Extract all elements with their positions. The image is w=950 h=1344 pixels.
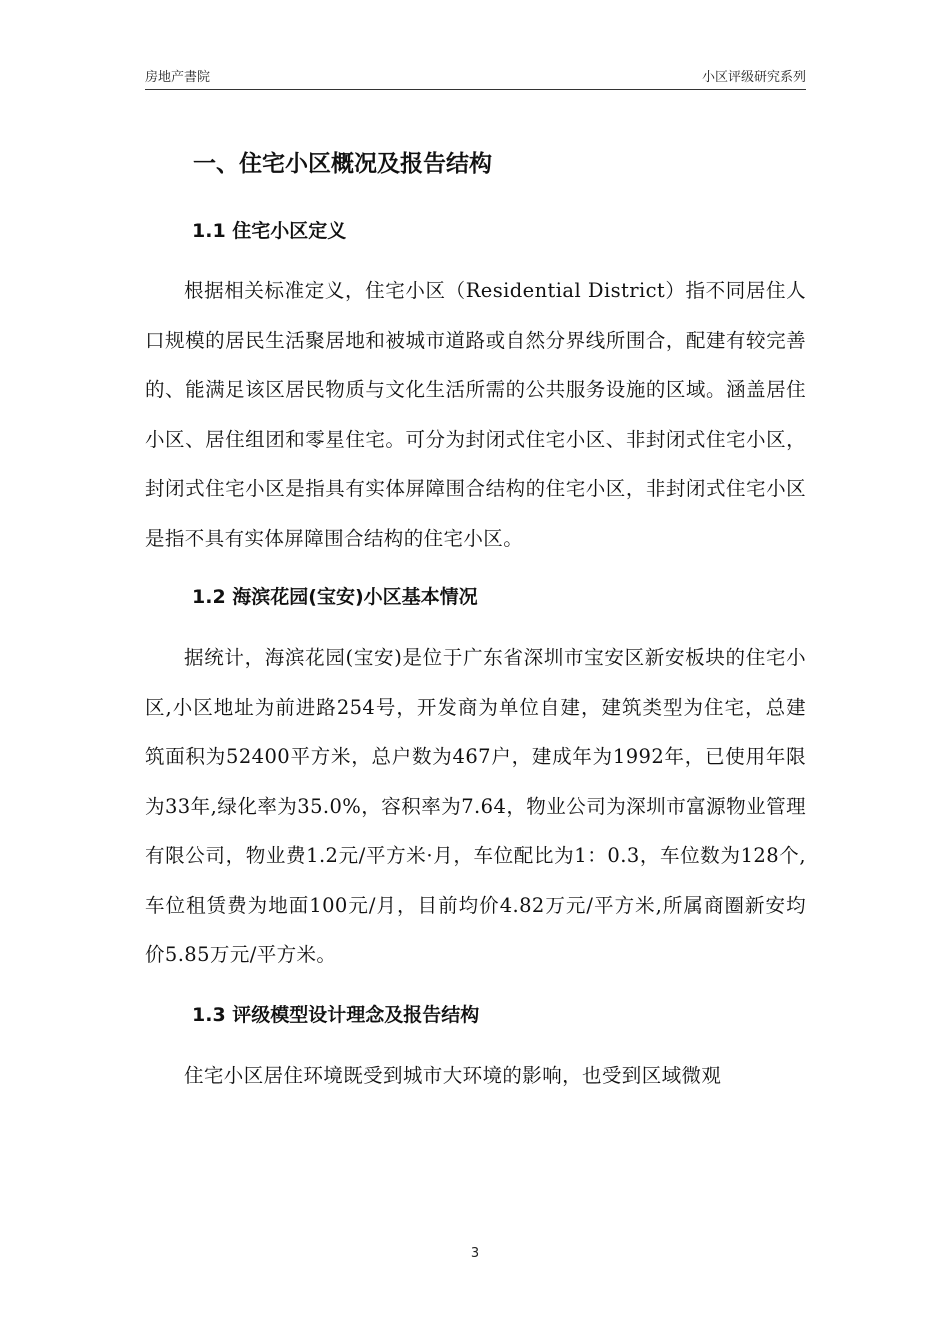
- header-publisher: 房地产書院: [145, 70, 211, 85]
- page-number: 3: [470, 1246, 480, 1261]
- document-body: [145, 140, 806, 1100]
- paragraph-1-1: 根据相关标准定义，住宅小区（Residential District）指不同居住人口规模的居民生活聚居地和被城市道路或自然分界线所围合，配建有较完善的、能满足该区居民物质与文化生活所需的公共服务设施的区域。涵盖居住小区、居住组团和零星住宅。可分为封闭式住宅小区、非封闭式住宅小区，封闭式住宅小区是指具有实体屏障围合结构的住宅小区，非封闭式住宅小区是指不具有实体屏障围合结构的住宅小区。: [145, 279, 806, 550]
- heading-1-2: 1.2 海滨花园(宝安)小区基本情况: [192, 586, 478, 608]
- header-series-title: 小区评级研究系列: [701, 70, 806, 85]
- heading-1-1: 1.1 住宅小区定义: [192, 220, 347, 242]
- page-header: [145, 66, 806, 90]
- header-divider: [145, 89, 806, 90]
- section-title: 一、住宅小区概况及报告结构: [193, 151, 492, 177]
- heading-1-3: 1.3 评级模型设计理念及报告结构: [192, 1003, 480, 1026]
- paragraph-1-2: 据统计，海滨花园(宝安)是位于广东省深圳市宝安区新安板块的住宅小区,小区地址为前进路254号，开发商为单位自建，建筑类型为住宅，总建筑面积为52400平方米，总户数为467户，建成年为1992年，已使用年限为33年,绿化率为35.0%，容积率为7.64，物业公司为深圳市富源物业管理有限公司，物业费1.2元/平方米·月，车位配比为1：0.3，车位数为128个,车位租赁费为地面100元/月，目前均价4.82万元/平方米,所属商圈新安均价5.85万元/平方米。: [145, 646, 806, 966]
- paragraph-1-3: 住宅小区居住环境既受到城市大环境的影响，也受到区域微观: [184, 1063, 722, 1087]
